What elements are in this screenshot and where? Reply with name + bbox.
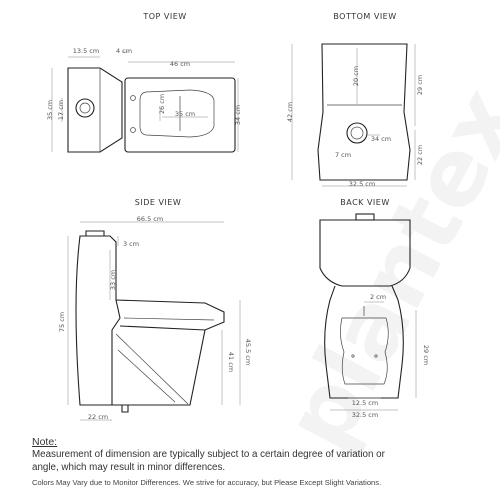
side-view-drawing — [76, 231, 224, 412]
top-view-drawing — [68, 68, 235, 152]
back-dim-pipe-spacing: 12.5 cm — [351, 399, 379, 407]
back-view-title: BACK VIEW — [340, 198, 390, 207]
note-disclaimer: Colors May Vary due to Monitor Differences. We strive for accuracy, but Please Except Slight Variations. — [32, 478, 382, 487]
top-dim-width: 35 cm — [46, 99, 54, 121]
side-view — [58, 198, 252, 421]
bottom-dim-base-width: 32.5 cm — [348, 180, 376, 188]
bottom-dim-upper-length: 29 cm — [416, 74, 424, 96]
note-body: Measurement of dimension are typically subject to a certain degree of variation or angle, which may result in minor differences. — [32, 449, 385, 473]
bottom-dim-lower-length: 22 cm — [416, 144, 424, 166]
side-dim-height: 75 cm — [58, 311, 66, 333]
side-dim-seat-drop: 33 cm — [109, 269, 117, 291]
side-dim-seat-height: 45.5 cm — [244, 338, 252, 366]
bottom-dim-outlet-width: 34 cm — [370, 135, 392, 143]
top-view — [46, 12, 242, 152]
top-dim-tank-depth: 13.5 cm — [72, 47, 100, 55]
side-dim-tank-lip: 3 cm — [122, 240, 140, 248]
top-dim-gap: 4 cm — [115, 47, 133, 55]
watermark — [264, 71, 500, 466]
top-dim-opening-length: 26 cm — [158, 93, 166, 115]
side-dim-base-depth: 22 cm — [87, 413, 109, 421]
back-dim-base-height: 29 cm — [422, 344, 430, 366]
top-dim-bowl-width: 34 cm — [234, 104, 242, 126]
top-dim-opening-width: 35 cm — [174, 110, 196, 118]
side-view-title: SIDE VIEW — [134, 198, 182, 207]
note-title: Note: — [32, 436, 58, 448]
bottom-view-drawing — [318, 44, 410, 180]
side-dim-bowl-height: 41 cm — [227, 351, 235, 373]
bottom-dim-outlet-offset: 20 cm — [352, 65, 360, 87]
bottom-view-title: BOTTOM VIEW — [333, 12, 397, 21]
back-dim-base-width: 32.5 cm — [351, 411, 379, 419]
top-dim-flush-height: 17 cm — [57, 99, 65, 121]
side-dim-total-length: 66.5 cm — [136, 215, 164, 223]
top-view-title: TOP VIEW — [143, 12, 187, 21]
bottom-dim-total-length: 42 cm — [286, 101, 294, 123]
back-dim-outlet-gap: 2 cm — [369, 293, 387, 301]
bottom-dim-outlet-rad: 7 cm — [334, 151, 352, 159]
top-dim-bowl-length: 46 cm — [169, 60, 191, 68]
